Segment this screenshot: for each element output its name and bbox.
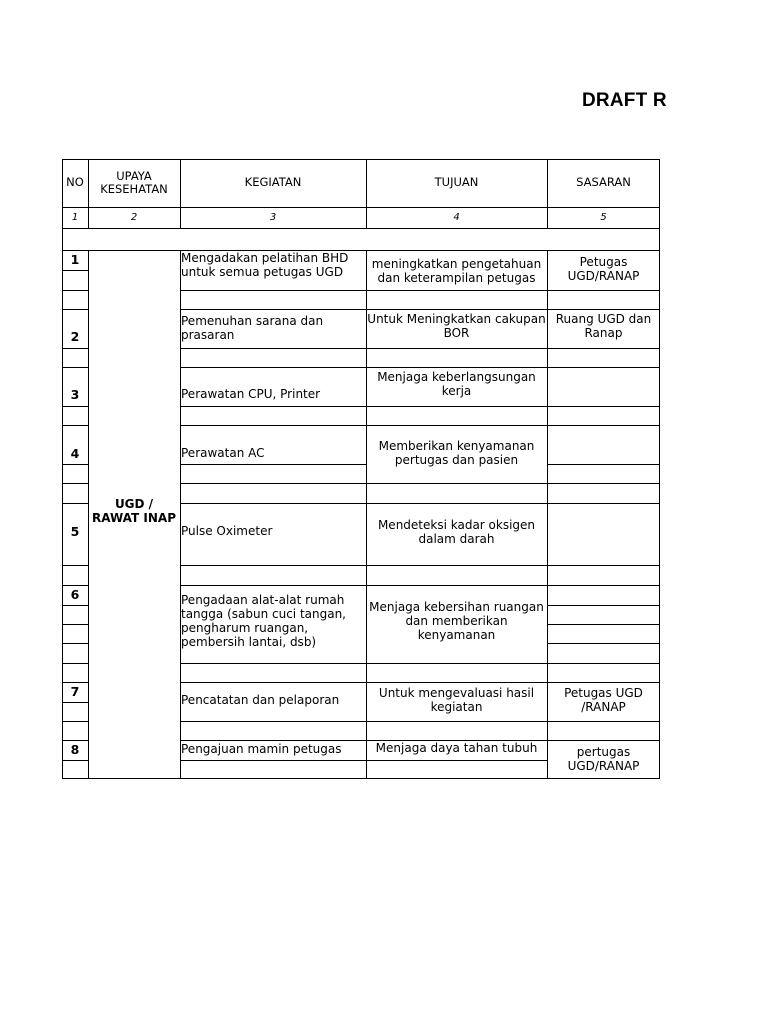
row-6-no: 6	[70, 586, 80, 602]
row-8-sasaran: pertugas UGD/RANAP	[567, 745, 640, 773]
grid-line	[180, 159, 181, 228]
grid-line	[62, 464, 88, 465]
grid-line	[62, 643, 88, 644]
row-6-kegiatan: Pengadaan alat-alat rumah tangga (sabun cuci tangan, pengharum ruangan, pembersih lantai, dsb)	[181, 593, 346, 649]
row-2-no: 2	[70, 328, 80, 344]
grid-line	[366, 250, 367, 779]
grid-line	[180, 309, 366, 310]
grid-line	[366, 565, 547, 566]
row-5-no: 5	[70, 523, 80, 539]
grid-line	[659, 159, 660, 779]
grid-line	[366, 760, 547, 761]
grid-line	[547, 483, 660, 484]
rencana-table	[62, 159, 660, 779]
grid-line	[180, 682, 366, 683]
grid-line	[62, 290, 88, 291]
row-6-sasaran	[547, 585, 660, 605]
grid-line	[62, 406, 88, 407]
grid-line	[547, 643, 660, 644]
grid-line	[366, 721, 547, 722]
grid-line	[62, 740, 88, 741]
header-sasaran: SASARAN	[576, 175, 631, 190]
row-4-no: 4	[70, 445, 80, 461]
grid-line	[88, 159, 89, 228]
grid-line	[366, 309, 547, 310]
grid-line	[547, 624, 660, 625]
grid-line	[547, 464, 660, 465]
row-4-sasaran	[547, 425, 660, 463]
grid-line	[547, 740, 660, 741]
row-3-kegiatan: Perawatan CPU, Printer	[181, 387, 321, 402]
grid-line	[180, 721, 366, 722]
grid-line	[62, 702, 88, 703]
grid-line	[547, 682, 660, 683]
row-3-tujuan: Menjaga keberlangsungan kerja	[377, 370, 536, 398]
grid-line	[62, 624, 88, 625]
grid-line	[62, 778, 660, 779]
grid-line	[62, 348, 88, 349]
column-index-3: 3	[269, 211, 277, 223]
grid-line	[88, 250, 89, 779]
grid-line	[547, 585, 660, 586]
row-4-tujuan: Memberikan kenyamanan pertugas dan pasien	[378, 439, 535, 467]
grid-line	[62, 207, 660, 208]
grid-line	[366, 503, 547, 504]
row-2-sasaran: Ruang UGD dan Ranap	[555, 312, 652, 340]
grid-line	[366, 159, 367, 228]
grid-line	[180, 348, 366, 349]
grid-line	[547, 565, 660, 566]
grid-line	[62, 760, 88, 761]
grid-line	[366, 367, 547, 368]
row-3-sasaran	[547, 367, 660, 405]
grid-line	[180, 503, 366, 504]
grid-line	[62, 503, 88, 504]
header-tujuan: TUJUAN	[434, 175, 479, 190]
grid-line	[180, 740, 366, 741]
row-5-tujuan: Mendeteksi kadar oksigen dalam darah	[377, 518, 536, 546]
row-7-kegiatan: Pencatatan dan pelaporan	[181, 693, 340, 708]
grid-line	[366, 663, 547, 664]
grid-line	[547, 406, 660, 407]
grid-line	[180, 760, 366, 761]
grid-line	[62, 483, 88, 484]
header-no: NO	[66, 175, 84, 190]
grid-line	[62, 159, 63, 779]
grid-line	[366, 406, 547, 407]
grid-line	[547, 367, 660, 368]
grid-line	[366, 682, 547, 683]
row-1-kegiatan: Mengadakan pelatihan BHD untuk semua petugas UGD	[181, 251, 349, 279]
grid-line	[62, 721, 88, 722]
grid-line	[547, 159, 548, 228]
column-index-4: 4	[453, 211, 460, 223]
grid-line	[547, 605, 660, 606]
row-2-tujuan: Untuk Meningkatkan cakupan BOR	[367, 312, 546, 340]
header-upaya-kesehatan: UPAYA KESEHATAN	[100, 168, 168, 196]
grid-line	[62, 367, 88, 368]
grid-line	[547, 250, 548, 779]
row-5-kegiatan: Pulse Oximeter	[181, 524, 273, 539]
grid-line	[62, 605, 88, 606]
grid-line	[366, 483, 547, 484]
grid-line	[366, 585, 547, 586]
row-1-no: 1	[70, 251, 80, 267]
grid-line	[366, 740, 547, 741]
row-4-kegiatan: Perawatan AC	[181, 446, 265, 461]
grid-line	[180, 425, 366, 426]
grid-line	[547, 309, 660, 310]
grid-line	[366, 425, 547, 426]
grid-line	[62, 585, 88, 586]
grid-line	[547, 290, 660, 291]
row-7-tujuan: Untuk mengevaluasi hasil kegiatan	[378, 686, 535, 714]
row-8-tujuan: Menjaga daya tahan tubuh	[375, 741, 538, 756]
grid-line	[62, 425, 88, 426]
grid-line	[62, 270, 88, 271]
grid-line	[180, 406, 366, 407]
grid-line	[62, 682, 88, 683]
grid-line	[547, 663, 660, 664]
grid-line	[62, 228, 660, 229]
column-index-1: 1	[71, 211, 79, 223]
column-index-5: 5	[600, 211, 607, 223]
grid-line	[366, 348, 547, 349]
grid-line	[62, 250, 660, 251]
grid-line	[180, 290, 366, 291]
grid-line	[180, 663, 366, 664]
grid-line	[180, 565, 366, 566]
row-8-kegiatan: Pengajuan mamin petugas	[181, 742, 342, 757]
grid-line	[62, 663, 88, 664]
row-7-sasaran: Petugas UGD /RANAP	[564, 686, 643, 714]
grid-line	[547, 425, 660, 426]
grid-line	[62, 565, 88, 566]
row-8-no: 8	[70, 741, 80, 757]
row-7-no: 7	[70, 683, 80, 699]
grid-line	[62, 159, 660, 160]
grid-line	[366, 290, 547, 291]
row-1-sasaran: Petugas UGD/RANAP	[567, 255, 640, 283]
grid-line	[180, 367, 366, 368]
row-5-sasaran	[547, 503, 660, 565]
document-title: DRAFT R	[582, 90, 667, 111]
row-6-tujuan: Menjaga kebersihan ruangan dan memberikan kenyamanan	[369, 600, 544, 642]
header-kegiatan: KEGIATAN	[244, 175, 302, 190]
grid-line	[180, 585, 366, 586]
column-index-2: 2	[130, 211, 138, 223]
grid-line	[62, 309, 88, 310]
row-2-kegiatan: Pemenuhan sarana dan prasaran	[181, 313, 324, 342]
grid-line	[547, 348, 660, 349]
grid-line	[547, 721, 660, 722]
grid-line	[180, 483, 366, 484]
grid-line	[180, 464, 366, 465]
grid-line	[180, 250, 181, 779]
upaya-kesehatan-cell: UGD / RAWAT INAP	[92, 497, 176, 525]
grid-line	[547, 503, 660, 504]
row-1-tujuan: meningkatkan pengetahuan dan keterampilan petugas	[371, 257, 542, 285]
row-3-no: 3	[70, 386, 80, 402]
